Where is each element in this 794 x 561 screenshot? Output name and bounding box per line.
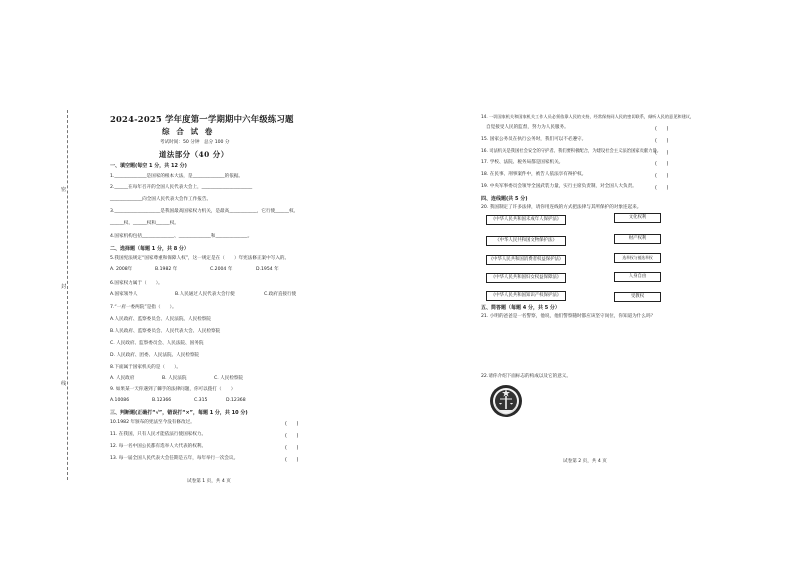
answer-paren-19[interactable]: ( ) [655, 186, 669, 191]
target-box-4[interactable]: 人身自由 [614, 272, 661, 282]
q7-option-d: D. 人民政府、团委、人民法院、人民检察院 [110, 353, 200, 358]
question-21: 21. 小明的爸爸是一名警察，他说，他们警察随时都应该坚守岗位，你知道为什么吗？ [481, 314, 656, 319]
question-8: 8.下面属于国家机关的是（ ）。 [110, 365, 181, 370]
law-box-1[interactable]: 《中华人民共和国未成年人保护法》 [486, 215, 566, 225]
q6-option-c: C.政府直接行使 [264, 292, 297, 297]
q8-option-b: B. 人民法院 [162, 376, 187, 381]
margin-mark-mi: 密 [61, 187, 67, 193]
q5-option-b: B.1982 年 [155, 267, 178, 272]
q9-option-d: D.12368 [226, 398, 246, 403]
question-3-cont: ______权、______权和______权。 [110, 221, 179, 226]
question-12: 12. 每一名中国公民都有选举人大代表的权利。 [110, 444, 207, 449]
target-box-1[interactable]: 文化权利 [614, 213, 661, 223]
question-4: 4.国家机构包括______________、______________和______________。 [110, 234, 253, 239]
q9-option-c: C.315 [194, 398, 208, 403]
q7-option-c: C. 人民政府、监察委员会、人民法院、国务院 [110, 341, 204, 346]
question-2: 2.______在每年召开的全国人民代表大会上，______________________ [110, 185, 253, 190]
question-5: 5.我国宪法规定“国家尊重和保障人权”，这一规定是在（ ）年宪法修正案中写入的。 [110, 256, 290, 261]
question-17: 17. 学校、法院、税务局都是国家机关。 [481, 160, 564, 165]
q8-option-a: A. 人民政府 [110, 376, 135, 381]
answer-paren-12[interactable]: ( ) [285, 446, 299, 451]
q9-option-b: B.12366 [152, 398, 172, 403]
question-15: 15. 国家公务员在执行公务时，我们可以不必遵守。 [481, 137, 587, 142]
question-2-cont: ______________向全国人民代表大会作工作报告。 [110, 197, 212, 202]
question-14-cont: 自觉接受人民的监督，努力为人民服务。 [486, 125, 569, 130]
q5-option-a: A. 2008年 [110, 267, 133, 272]
question-22: 22.请你介绍下面标志的构成以及它的意义。 [481, 374, 571, 379]
answer-paren-15[interactable]: ( ) [655, 139, 669, 144]
law-box-4[interactable]: 《中华人民共和国妇女权益保障法》 [486, 273, 566, 283]
exam-info: 考试时间：50 分钟 总分 100 分 [160, 140, 230, 145]
question-7: 7.“一府一委两院”是指（ ）。 [110, 305, 177, 310]
margin-mark-xian: 线 [61, 381, 67, 387]
answer-paren-17[interactable]: ( ) [655, 162, 669, 167]
q6-option-b: B.人民通过人民代表大会行使 [175, 292, 235, 297]
question-20: 20. 我国制定了许多法律，请你用连线的方式把法律与其所保护的对象连起来。 [481, 205, 642, 210]
law-box-5[interactable]: 《中华人民共和国知识产权保护法》 [486, 291, 566, 301]
answer-paren-16[interactable]: ( ) [655, 151, 669, 156]
question-19: 19. 中央军事委员会领导全国武装力量，实行主席负责制，对全国人大负责。 [481, 184, 637, 189]
q5-option-d: D.1954 年 [256, 267, 279, 272]
question-9: 9. 如果某一天你遇到了棘手的法律问题，你可以拨打（ ） [110, 387, 236, 392]
section-choice: 二、选择题（每题 1 分，共 8 分） [110, 246, 189, 252]
exam-title: 2024-2025 学年度第一学期期中六年级练习题 [110, 114, 294, 124]
section-fill-in: 一、填空题(每空 1 分，共 12 分) [110, 163, 187, 169]
part-title: 道法部分（40 分） [159, 150, 229, 159]
answer-paren-13[interactable]: ( ) [285, 458, 299, 463]
answer-paren-11[interactable]: ( ) [285, 434, 299, 439]
question-18: 18. 在民事、刑事案件中，被告人依法享有辩护权。 [481, 172, 587, 177]
question-10: 10.1982 年颁布的宪法至今没有修改过。 [110, 420, 195, 425]
margin-mark-feng: 封 [61, 284, 67, 290]
question-3: 3.____________________是我国最高国家权力机关，是最高____________，它行使______权、 [110, 209, 299, 214]
target-box-2[interactable]: 财产权利 [614, 234, 661, 244]
question-13: 13. 每一届全国人民代表大会任期是五年，每年举行一次会议。 [110, 456, 239, 461]
q9-option-a: A.10086 [110, 398, 130, 403]
question-14: 14. 一切国家机关和国家机关工作人员必须依靠人民的支持，经常保持同人民的密切联系，倾听人民的意见和建议， [481, 114, 695, 119]
section-judgement: 三、判断题(正确打“√”，错误打“×”，每题 1 分，共 10 分) [110, 410, 248, 416]
q7-option-a: A.人民政府、监察委员会、人民法院、人民检察院 [110, 317, 211, 322]
q7-option-b: B.人民政府、监察委员会、人民代表大会、人民检察院 [110, 329, 221, 334]
question-16: 16. 司法机关是我国社会安全的守护者。我们要积极配合，为建设社会主义法治国家贡献力量。 [481, 149, 662, 154]
answer-paren-10[interactable]: ( ) [285, 422, 299, 427]
answer-paren-18[interactable]: ( ) [655, 174, 669, 179]
answer-paren-14[interactable]: ( ) [655, 127, 669, 132]
section-short-answer: 五、简答题（每题 4 分，共 5 分） [481, 305, 560, 311]
page-footer-1: 试卷第 1 页，共 4 页 [187, 479, 231, 484]
target-box-5[interactable]: 受教权 [614, 292, 661, 302]
court-emblem-image [489, 384, 523, 418]
q8-option-c: C. 人民检察院 [214, 376, 244, 381]
question-1: 1.______________是国家的根本大法，是______________的依据。 [110, 174, 244, 179]
section-matching: 四、连线题(共 5 分) [481, 196, 528, 202]
law-box-2[interactable]: 《中华人民共和国文物保护法》 [486, 236, 566, 246]
target-box-3[interactable]: 选举权与被选举权 [614, 253, 661, 263]
page-footer-2: 试卷第 2 页，共 4 页 [563, 459, 607, 464]
law-box-3[interactable]: 《中华人民共和国消费者权益保护法》 [486, 255, 566, 265]
q5-option-c: C.2004 年 [210, 267, 233, 272]
q6-option-a: A.国家领导人 [110, 292, 138, 297]
exam-subtitle: 综 合 试 卷 [162, 127, 215, 136]
question-6: 6.国家权力属于（ ）。 [110, 281, 163, 286]
question-11: 11. 在我国，只有人民才能依法行使国家权力。 [110, 432, 207, 437]
